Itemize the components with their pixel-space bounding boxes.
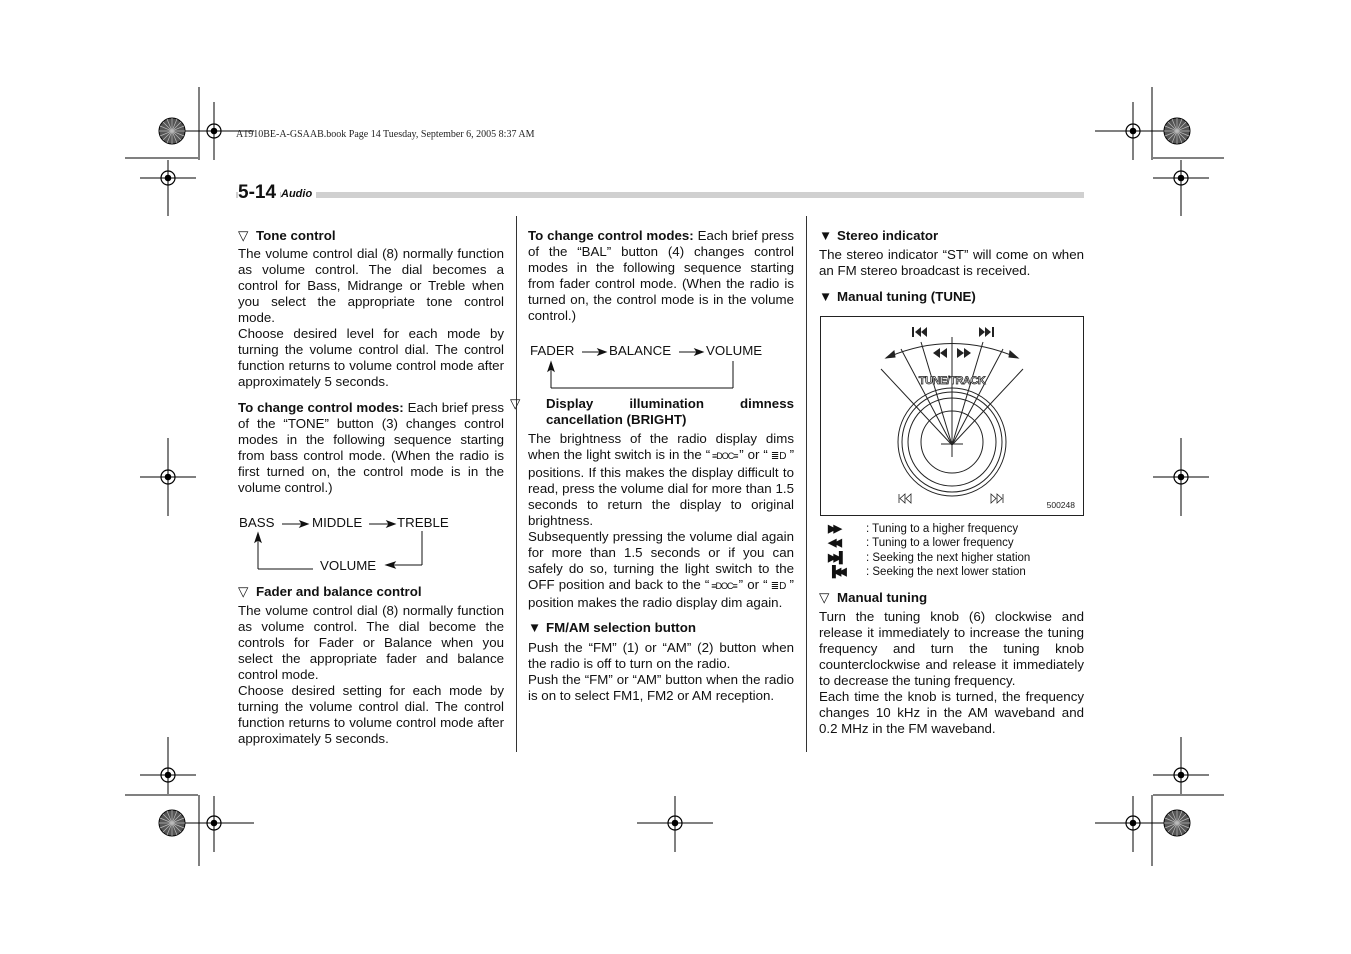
bal-mode-flow bbox=[529, 341, 779, 393]
fmam-paragraph: Push the “FM” (1) or “AM” (2) button when the radio is off to turn on the radio. bbox=[528, 640, 794, 671]
fader-heading: ▽ Fader and balance control bbox=[238, 584, 422, 599]
flow-middle: MIDDLE bbox=[312, 515, 363, 530]
flow-fader: FADER bbox=[530, 343, 575, 358]
book-info-line: A1910BE-A-GSAAB.book Page 14 Tuesday, September 6, 2005 8:37 AM bbox=[236, 129, 535, 140]
bright-heading: ▽ Display illumination dimness cancellation (BRIGHT) bbox=[510, 396, 794, 427]
column-right bbox=[819, 228, 1084, 305]
stereo-heading: ▼ Stereo indicator bbox=[819, 228, 939, 243]
flow-arrows bbox=[238, 513, 478, 577]
fmam-paragraph: Push the “FM” or “AM” button when the radio is on to select FM1, FM2 or AM reception. bbox=[528, 672, 794, 703]
flow-volume: VOLUME bbox=[320, 558, 377, 573]
fmam-heading: ▼ FM/AM selection button bbox=[528, 620, 696, 635]
column-middle-lower bbox=[510, 396, 794, 704]
column-divider bbox=[516, 216, 517, 752]
tone-heading: ▽ Tone control bbox=[238, 228, 336, 243]
small-light-icon: ≡DOC≡ bbox=[709, 581, 739, 591]
column-left bbox=[238, 228, 504, 496]
fast-forward-icon: ▶▶ bbox=[828, 523, 839, 535]
flow-treble: TREBLE bbox=[397, 515, 449, 530]
tune-dial-figure bbox=[820, 316, 1084, 516]
header-bar bbox=[236, 192, 1084, 198]
column-middle bbox=[528, 228, 794, 324]
stereo-paragraph: The stereo indicator “ST” will come on when an FM stereo broadcast is received. bbox=[819, 247, 1084, 278]
headlight-icon: ≣D bbox=[767, 581, 790, 592]
tune-dial-illustration bbox=[821, 317, 1083, 515]
rewind-icon: ◀◀ bbox=[828, 537, 839, 549]
tone-paragraph: The volume control dial (8) normally function as volume control. The dial becomes a control for Bass, Midrange or Treble when you select the appropriate tone control mode. bbox=[238, 246, 504, 325]
flow-arrows bbox=[529, 341, 779, 393]
bright-paragraph: The brightness of the radio display dims when the light switch is in the “ ≡DOC≡ ” or “ ≣D ” positions. If this makes the display difficult to read, press the volume dial for more than 1.5 seconds to return the display to original brightness. bbox=[528, 431, 794, 528]
small-light-icon: ≡DOC≡ bbox=[710, 451, 740, 461]
tone-mode-flow bbox=[238, 513, 478, 577]
page-number: 5-14 bbox=[238, 182, 280, 204]
seek-next-icon: ▶▶▌ bbox=[828, 552, 844, 564]
figure-id: 500248 bbox=[1046, 500, 1075, 510]
tone-paragraph: Choose desired level for each mode by turning the volume control dial. The control function returns to volume control mode after approximately 5 seconds. bbox=[238, 326, 504, 389]
tune-heading: ▼ Manual tuning (TUNE) bbox=[819, 289, 976, 304]
legend-row: ▐◀◀ : Seeking the next lower station bbox=[828, 566, 1026, 578]
bright-paragraph: Subsequently pressing the volume dial again for more than 1.5 seconds or if you can safely do so, turning the light switch to the OFF position and back to the “ ≡DOC≡ ” or “ ≣D ” position makes the radio display dim again. bbox=[528, 529, 794, 610]
modes-paragraph: To change control modes: Each brief press of the “BAL” button (4) changes control modes in the following sequence starting from fader control mode. (When the radio is turned on, the control mode is in the volume control.) bbox=[528, 228, 794, 323]
modes-paragraph: To change control modes: Each brief press of the “TONE” button (3) changes control modes in the following sequence starting from bass control mode. (When the radio is first turned on, the control mode is in the volume control.) bbox=[238, 400, 504, 495]
dial-label: TUNE/TRACK bbox=[918, 375, 986, 387]
manual-paragraph: Turn the tuning knob (6) clockwise and release it immediately to increase the tuning frequency and turn the tuning knob counterclockwise and release it immediately to decrease the tuning frequency. bbox=[819, 609, 1084, 688]
manual-heading: ▽ Manual tuning bbox=[819, 590, 928, 605]
legend-row: ◀◀ : Tuning to a lower frequency bbox=[828, 537, 1014, 549]
headlight-icon: ≣D bbox=[767, 451, 790, 462]
legend-row: ▶▶ : Tuning to a higher frequency bbox=[828, 523, 1019, 535]
manual-paragraph: Each time the knob is turned, the frequency changes 10 kHz in the AM waveband and 0.2 MHz in the FM waveband. bbox=[819, 689, 1084, 736]
section-title: Audio bbox=[281, 188, 316, 200]
legend-row: ▶▶▌ : Seeking the next higher station bbox=[828, 552, 1031, 564]
column-left-lower bbox=[238, 584, 504, 747]
flow-balance: BALANCE bbox=[609, 343, 672, 358]
flow-volume: VOLUME bbox=[706, 343, 763, 358]
fader-paragraph: The volume control dial (8) normally function as volume control. The dial become the controls for Fader or Balance when you select the appropriate fader and balance control mode. bbox=[238, 603, 504, 682]
fader-paragraph: Choose desired setting for each mode by turning the volume control dial. The control function returns to volume control mode after approximately 5 seconds. bbox=[238, 683, 504, 746]
column-right-lower bbox=[819, 590, 1084, 737]
seek-prev-icon: ▐◀◀ bbox=[828, 566, 844, 578]
flow-bass: BASS bbox=[239, 515, 275, 530]
column-divider bbox=[806, 216, 807, 752]
